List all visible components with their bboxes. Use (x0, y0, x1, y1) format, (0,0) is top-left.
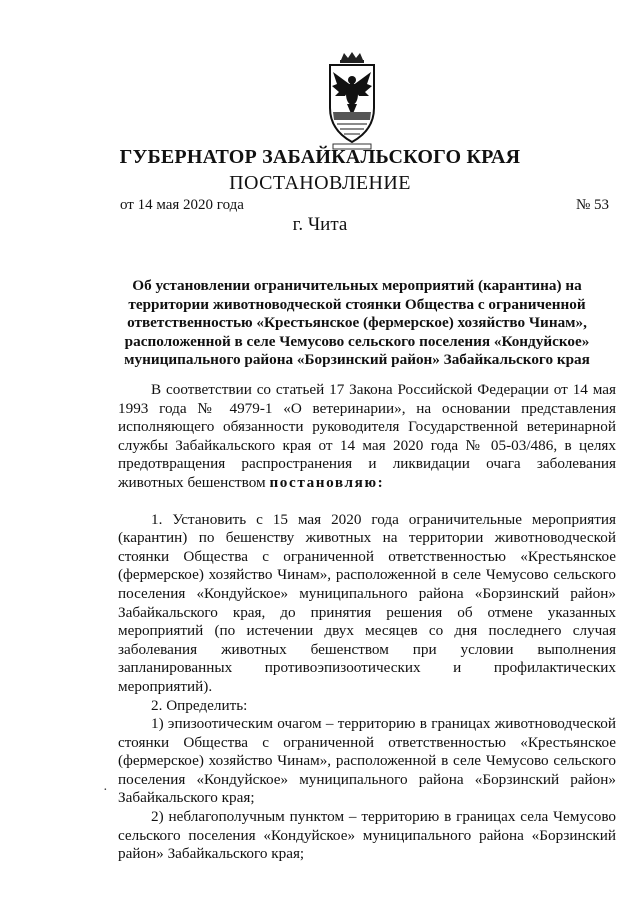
clause-1: 1. Установить с 15 мая 2020 года ограничительные мероприятия (карантин) по бешенству животных на территории животноводческой стоянки Общества с ограниченной ответственностью «Крестьянское (фермерское) хозяйство Чинам», расположенной в селе Чемусово сельского поселения «Кондуйское» муниципального района «Борзинский район» Забайкальского края, до принятия решения об отмене указанных мероприятий (по истечении двух месяцев со дня последнего случая заболевания животных бешенством при условии выполнения запланированных противоэпизоотических и профилактических мероприятий). (118, 510, 616, 695)
clause-2-2: 2) неблагополучным пунктом – территорию в границах села Чемусово сельского поселения «Кондуйское» муниципального района «Борзинский район» Забайкальского края; (118, 808, 616, 863)
document-date: от 14 мая 2020 года (120, 197, 244, 213)
document-city: г. Чита (292, 214, 348, 235)
document-subject: Об установлении ограничительных мероприятий (карантина) на территории животноводческой стоянки Общества с ограниченной ответственностью «Крестьянское (фермерское) хозяйство Чинам», расположенной в селе Чемусово сельского поселения «Кондуйское» муниципального района «Борзинский район» Забайкальского края (124, 277, 590, 369)
document-type: ПОСТАНОВЛЕНИЕ (229, 172, 411, 194)
margin-mark: · (103, 783, 108, 798)
document-number: № 53 (575, 197, 609, 213)
preamble-text: В соответствии со статьей 17 Закона Российской Федерации от 14 мая 1993 года № 4979-1 «О ветеринарии», на основании представления исполняющего обязанности руководителя Государственной ветеринарной службы Забайкальского края от 14 мая 2020 года № 05-03/486, в целях предотвращения распространения и ликвидации очага заболевания животных бешенством (118, 381, 616, 491)
document-body (118, 381, 616, 864)
clause-2-1: 1) эпизоотическим очагом – территорию в границах животноводческой стоянки Общества с ограниченной ответственностью «Крестьянское (фермерское) хозяйство Чинам», расположенной в селе Чемусово сельского поселения «Кондуйское» муниципального района «Борзинский район» Забайкальского края; (118, 715, 616, 807)
authority-title: ГУБЕРНАТОР ЗАБАЙКАЛЬСКОГО КРАЯ (119, 146, 521, 168)
decree-word: постановляю: (269, 473, 385, 491)
coat-of-arms-icon (325, 50, 379, 150)
preamble-paragraph (118, 381, 616, 493)
clause-2: 2. Определить: (151, 696, 248, 714)
